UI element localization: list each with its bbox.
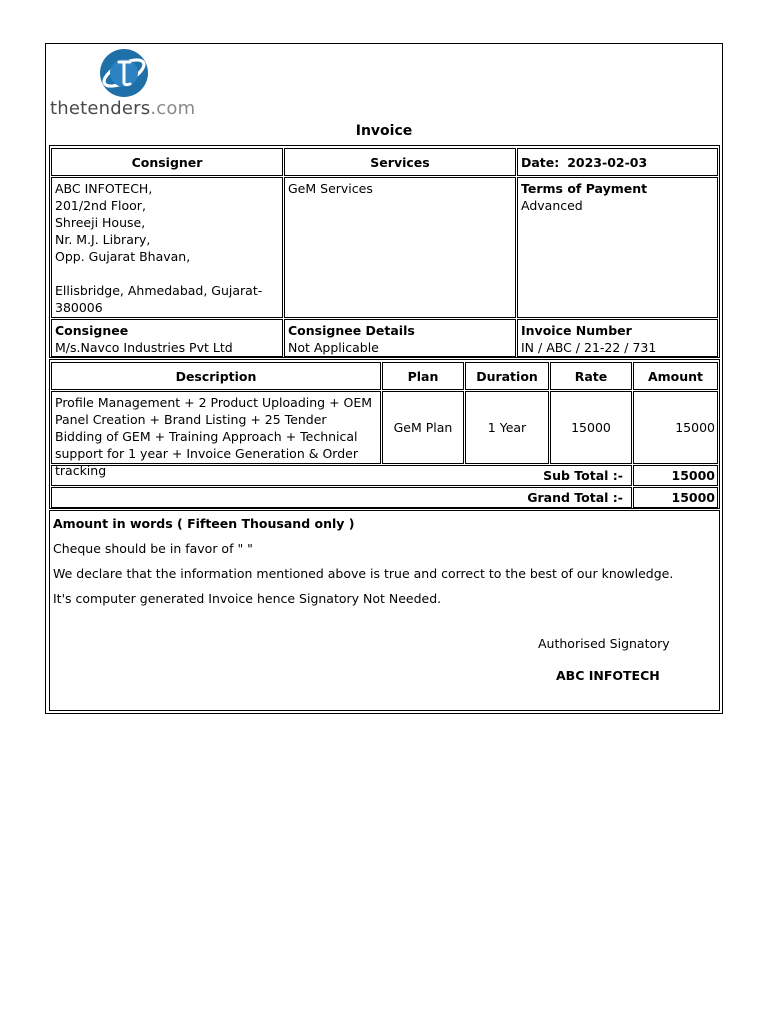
- consignee-cell: [51, 319, 283, 357]
- signatory-company: ABC INFOTECH: [556, 668, 660, 683]
- col-plan: Plan: [382, 362, 464, 390]
- col-amount: Amount: [633, 362, 718, 390]
- signatory-label: Authorised Signatory: [538, 636, 670, 651]
- logo-brand: thetenders: [50, 98, 151, 119]
- grand-total-value: 15000: [633, 487, 718, 508]
- amount-words-value: ( Fifteen Thousand only ): [177, 516, 355, 531]
- terms-label: Terms of Payment: [521, 181, 648, 196]
- invoice-number-label: Invoice Number: [521, 323, 632, 338]
- amount-words-prefix: Amount in words: [53, 516, 173, 531]
- invoice-title: Invoice: [355, 123, 413, 139]
- logo-tld: .com: [150, 98, 196, 119]
- consignee-details-label: Consignee Details: [288, 323, 415, 338]
- logo-wordmark: [50, 98, 195, 119]
- item-amount: 15000: [633, 391, 718, 464]
- company-logo: [50, 48, 200, 120]
- item-duration: 1 Year: [465, 391, 549, 464]
- date-label: Date:: [521, 154, 560, 170]
- consigner-header: Consigner: [51, 148, 283, 176]
- services-value: GeM Services: [284, 177, 516, 318]
- consignee-value: M/s.Navco Industries Pvt Ltd: [55, 340, 233, 355]
- grand-total-label: Grand Total :-: [51, 487, 632, 508]
- declaration-line: We declare that the information mentioned above is true and correct to the best of our knowledge.: [53, 566, 674, 581]
- consigner-address: ABC INFOTECH, 201/2nd Floor, Shreeji House, Nr. M.J. Library, Opp. Gujarat Bhavan, Ellisbridge, Ahmedabad, Gujarat- 380006: [51, 177, 283, 318]
- amount-in-words: [53, 516, 354, 531]
- terms-cell: [517, 177, 718, 318]
- computer-generated-line: It's computer generated Invoice hence Signatory Not Needed.: [53, 591, 442, 606]
- col-duration: Duration: [465, 362, 549, 390]
- sub-total-value: 15000: [633, 465, 718, 486]
- consignee-label: Consignee: [55, 323, 129, 338]
- col-rate: Rate: [550, 362, 632, 390]
- consignee-details-value: Not Applicable: [288, 340, 379, 355]
- logo-emblem-icon: [94, 48, 154, 100]
- invoice-number-value: IN / ABC / 21-22 / 731: [521, 340, 657, 355]
- invoice-number-cell: [517, 319, 718, 357]
- cheque-line: Cheque should be in favor of " ": [53, 541, 253, 556]
- terms-value: Advanced: [521, 198, 583, 213]
- item-rate: 15000: [550, 391, 632, 464]
- consignee-details-cell: [284, 319, 516, 357]
- date-value: 2023-02-03: [567, 154, 648, 170]
- services-header: Services: [284, 148, 516, 176]
- date-cell: [517, 148, 718, 176]
- sub-total-label: Sub Total :-: [51, 465, 632, 486]
- col-description: Description: [51, 362, 381, 390]
- item-description: Profile Management + 2 Product Uploading + OEM Panel Creation + Brand Listing + 25 Tender Bidding of GEM + Training Approach + Technical support for 1 year + Invoice Generation & Order tracking: [51, 391, 381, 464]
- item-plan: GeM Plan: [382, 391, 464, 464]
